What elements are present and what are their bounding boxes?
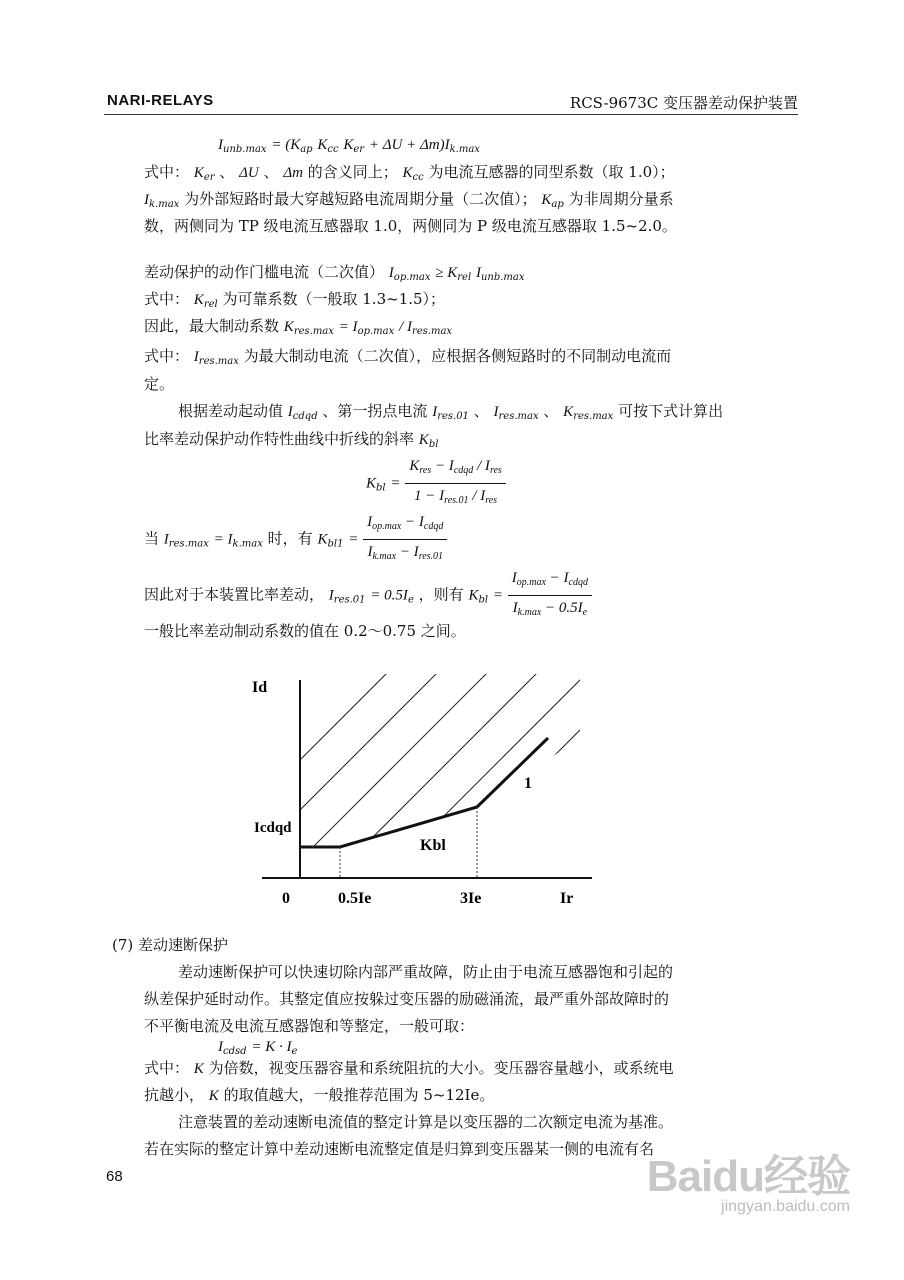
kbl-final-fraction: $\frac{I_{op.max} - I_{cdqd}}{I_{k.max} - 0.5I_e}$	[508, 568, 592, 623]
para-line-3: 不平衡电流及电流互感器饱和等整定，一般可取：	[144, 1017, 475, 1035]
text-line-6: 因此，最大制动系数 $K_{res.max} = I_{op.max} / I_{res.max}$	[144, 317, 453, 337]
slope-label: Kbl	[420, 837, 446, 854]
text-line-8: 定。	[144, 375, 175, 393]
watermark-main: Baidu经验	[646, 1152, 850, 1201]
header-rule	[104, 114, 798, 115]
x2-label: 3Ie	[460, 890, 482, 907]
characteristic-line	[300, 738, 548, 847]
para-line-7: 若在实际的整定计算中差动速断电流整定值是归算到变压器某一侧的电流有名	[144, 1140, 655, 1158]
text-line-7: 式中： $I_{res.max}$ 为最大制动电流（二次值），应根据各侧短路时的不同制动电流而	[144, 347, 672, 367]
x-axis-label: Ir	[560, 890, 574, 907]
watermark-url: jingyan.baidu.com	[721, 1198, 850, 1215]
line-label: 1	[524, 775, 532, 792]
text-line-2: $I_{k.max}$ 为外部短路时最大穿越短路电流周期分量（二次值）； $K_{ap}$ 为非周期分量系	[144, 190, 674, 210]
y-axis-label: Id	[252, 679, 268, 696]
text-line-4: 差动保护的动作门槛电流（二次值） $I_{op.max} \ge K_{rel}$ $I_{unb.max}$	[144, 263, 525, 283]
kbl1-fraction: $\frac{I_{op.max} - I_{cdqd}}{I_{k.max} - I_{res.01}}$	[363, 512, 447, 567]
para-line-1: 差动速断保护可以快速切除内部严重故障，防止由于电流互感器饱和引起的	[178, 963, 674, 981]
text-line-3: 数，两侧同为 TP 级电流互感器取 1.0，两侧同为 P 级电流互感器取 1.5~2.0。	[144, 217, 677, 235]
page-number: 68	[106, 1168, 123, 1185]
differential-characteristic-diagram	[240, 660, 600, 920]
formula-icdsd: $I_{cdsd} = K \cdot I_e$	[218, 1039, 298, 1057]
watermark	[647, 1140, 850, 1216]
text-line-5: 式中： $K_{rel}$ 为可靠系数（一般取 1.3~1.5）；	[144, 290, 446, 310]
text-line-1: 式中： $K_{er}$ 、 ΔU 、 Δm 的含义同上； $K_{cc}$ 为电流互感器的同型系数（取 1.0）；	[144, 163, 675, 183]
para-line-5: 抗越小， K 的取值越大，一般推荐范围为 5~12Ie。	[144, 1086, 495, 1104]
section-7-title: (7) 差动速断保护	[112, 936, 229, 954]
origin-label: 0	[282, 890, 290, 907]
text-line-13: 一般比率差动制动系数的值在 0.2～0.75 之间。	[144, 622, 466, 640]
x1-label: 0.5Ie	[338, 890, 372, 907]
text-line-10: 比率差动保护动作特性曲线中折线的斜率 $K_{bl}$	[144, 430, 439, 450]
para-line-6: 注意装置的差动速断电流值的整定计算是以变压器的二次额定电流为基准。	[178, 1113, 674, 1131]
icdqd-label: Icdqd	[254, 820, 292, 836]
header-title: RCS-9673C 变压器差动保护装置	[569, 94, 798, 112]
text-line-9: 根据差动起动值 $I_{cdqd}$ 、第一拐点电流 $I_{res.01}$ 、 $I_{res.max}$ 、 $K_{res.max}$ 可按下式计算出	[178, 402, 724, 422]
formula-kbl: $K_{bl}$ = $\frac{K_{res} - I_{cdqd} / I_{res}}{1 - I_{res.01} / I_{res}}$	[366, 456, 506, 511]
para-line-4: 式中： K 为倍数，视变压器容量和系统阻抗的大小。变压器容量越小，或系统电	[144, 1059, 674, 1077]
header-brand: NARI-RELAYS	[107, 92, 214, 109]
hatch-region	[300, 660, 600, 870]
text-line-12: 因此对于本装置比率差动， $I_{res.01} = 0.5I_e$ ，则有 $K_{bl}$ = $\frac{I_{op.max} - I_{cdqd}}{I_{k.max} - 0.5I_e}$	[144, 568, 592, 623]
kbl-fraction: $\frac{K_{res} - I_{cdqd} / I_{res}}{1 - I_{res.01} / I_{res}}$	[405, 456, 505, 511]
para-line-2: 纵差保护延时动作。其整定值应按躲过变压器的励磁涌流，最严重外部故障时的	[144, 990, 670, 1008]
text-line-11: 当 $I_{res.max} = I_{k.max}$ 时，有 $K_{bl1}$ = $\frac{I_{op.max} - I_{cdqd}}{I_{k.max} - I_{res.01}}$	[144, 512, 447, 567]
formula-iunb: $I_{unb.max} = (K_{ap}$ $K_{cc}$ $K_{er} + \Delta U + \Delta m)I_{k.max}$	[218, 137, 480, 155]
